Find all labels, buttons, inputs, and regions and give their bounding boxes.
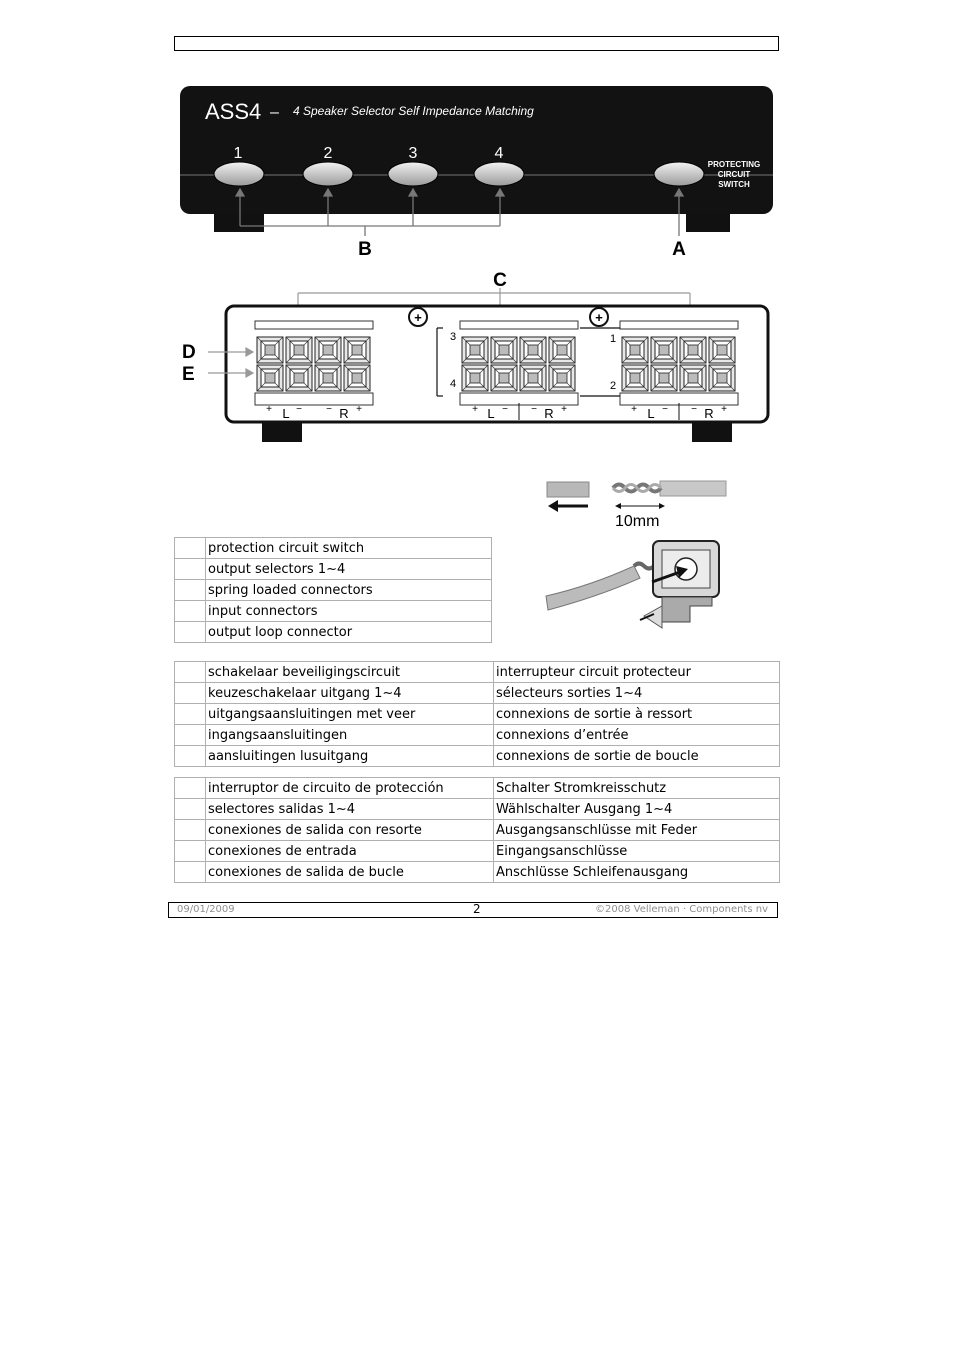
protect-label-3: SWITCH <box>718 180 750 189</box>
legend-text-nl: keuzeschakelaar uitgang 1~4 <box>206 683 494 704</box>
model-subtitle: 4 Speaker Selector Self Impedance Matching <box>293 104 534 118</box>
legend-key <box>175 778 206 799</box>
svg-text:−: − <box>662 404 668 415</box>
legend-text: input connectors <box>206 601 492 622</box>
footer-date: 09/01/2009 <box>177 904 235 915</box>
legend-text-es: selectores salidas 1~4 <box>206 799 494 820</box>
button-number-3: 3 <box>408 145 418 162</box>
svg-text:L: L <box>647 406 655 421</box>
table-row <box>175 820 780 841</box>
legend-key <box>175 683 206 704</box>
page-number: 2 <box>473 902 481 916</box>
legend-text-es: conexiones de salida de bucle <box>206 862 494 883</box>
svg-text:+: + <box>561 404 567 415</box>
svg-text:R: R <box>339 406 349 421</box>
svg-text:−: − <box>296 404 302 415</box>
callout-b: B <box>358 239 372 260</box>
legend-text-es: interruptor de circuito de protección <box>206 778 494 799</box>
button-number-2: 2 <box>323 145 333 162</box>
protect-button <box>654 162 704 186</box>
legend-key <box>175 862 206 883</box>
svg-text:+: + <box>721 404 727 415</box>
svg-text:−: − <box>502 404 508 415</box>
legend-key <box>175 799 206 820</box>
button-number-1: 1 <box>233 145 243 162</box>
callout-d: D <box>182 342 196 363</box>
callout-c: C <box>493 270 507 291</box>
legend-key <box>175 580 206 601</box>
legend-key <box>175 725 206 746</box>
legend-text-es: conexiones de salida con resorte <box>206 820 494 841</box>
legend-key <box>175 601 206 622</box>
legend-table-es-de <box>174 777 780 883</box>
group-number-2: 2 <box>609 380 617 392</box>
legend-text-nl: ingangsaansluitingen <box>206 725 494 746</box>
legend-text-de: Schalter Stromkreisschutz <box>494 778 780 799</box>
legend-text: spring loaded connectors <box>206 580 492 601</box>
svg-text:R: R <box>544 406 554 421</box>
legend-text-fr: connexions de sortie à ressort <box>494 704 780 725</box>
connector-insert-illustration <box>546 541 719 628</box>
page-footer <box>168 902 778 918</box>
table-row <box>175 725 780 746</box>
svg-text:L: L <box>282 406 290 421</box>
table-row <box>175 862 780 883</box>
legend-key <box>175 820 206 841</box>
table-row <box>175 601 492 622</box>
strip-length-label: 10mm <box>615 513 660 530</box>
legend-text-de: Wählschalter Ausgang 1~4 <box>494 799 780 820</box>
legend-text-de: Eingangsanschlüsse <box>494 841 780 862</box>
legend-text-es: conexiones de entrada <box>206 841 494 862</box>
legend-text-nl: aansluitingen lusuitgang <box>206 746 494 767</box>
svg-text:−: − <box>326 404 332 415</box>
button-number-4: 4 <box>494 145 504 162</box>
protect-label-1: PROTECTING <box>707 160 761 169</box>
selector-button-3 <box>388 162 438 186</box>
legend-text-de: Ausgangsanschlüsse mit Feder <box>494 820 780 841</box>
table-row <box>175 559 492 580</box>
legend-key <box>175 662 206 683</box>
legend-key <box>175 559 206 580</box>
callout-e: E <box>182 364 195 385</box>
group-number-4: 4 <box>449 378 457 390</box>
table-row <box>175 622 492 643</box>
legend-table-en <box>174 537 492 643</box>
legend-text: output loop connector <box>206 622 492 643</box>
legend-text: protection circuit switch <box>206 538 492 559</box>
table-row <box>175 538 492 559</box>
table-row <box>175 662 780 683</box>
svg-text:−: − <box>691 404 697 415</box>
legend-text-nl: schakelaar beveiligingscircuit <box>206 662 494 683</box>
legend-key <box>175 746 206 767</box>
selector-button-4 <box>474 162 524 186</box>
callout-a: A <box>672 239 686 260</box>
legend-table-nl-fr <box>174 661 780 767</box>
model-name: ASS4 <box>205 99 262 124</box>
rear-panel <box>226 306 768 442</box>
svg-text:R: R <box>704 406 714 421</box>
wire-strip-illustration <box>547 481 726 512</box>
svg-text:−: − <box>531 404 537 415</box>
legend-text-nl: uitgangsaansluitingen met veer <box>206 704 494 725</box>
group-number-1: 1 <box>609 333 617 345</box>
group-number-3: 3 <box>449 331 457 343</box>
screw-right: + <box>595 310 603 325</box>
legend-key <box>175 622 206 643</box>
svg-text:+: + <box>472 404 478 415</box>
legend-key <box>175 841 206 862</box>
legend-text-fr: connexions de sortie de boucle <box>494 746 780 767</box>
table-row <box>175 799 780 820</box>
svg-text:+: + <box>631 404 637 415</box>
model-dash: – <box>270 104 279 121</box>
table-row <box>175 746 780 767</box>
legend-key <box>175 538 206 559</box>
legend-text-fr: connexions d’entrée <box>494 725 780 746</box>
legend-text-de: Anschlüsse Schleifenausgang <box>494 862 780 883</box>
table-row <box>175 683 780 704</box>
legend-text: output selectors 1~4 <box>206 559 492 580</box>
footer-copyright: ©2008 Velleman · Components nv <box>595 904 768 915</box>
legend-text-fr: interrupteur circuit protecteur <box>494 662 780 683</box>
table-row <box>175 778 780 799</box>
screw-left: + <box>414 310 422 325</box>
svg-text:+: + <box>266 404 272 415</box>
legend-key <box>175 704 206 725</box>
svg-text:+: + <box>356 404 362 415</box>
legend-text-fr: sélecteurs sorties 1~4 <box>494 683 780 704</box>
selector-button-1 <box>214 162 264 186</box>
table-row <box>175 704 780 725</box>
svg-text:L: L <box>487 406 495 421</box>
table-row <box>175 841 780 862</box>
table-row <box>175 580 492 601</box>
protect-label-2: CIRCUIT <box>717 170 751 179</box>
selector-button-2 <box>303 162 353 186</box>
front-panel <box>180 86 773 232</box>
